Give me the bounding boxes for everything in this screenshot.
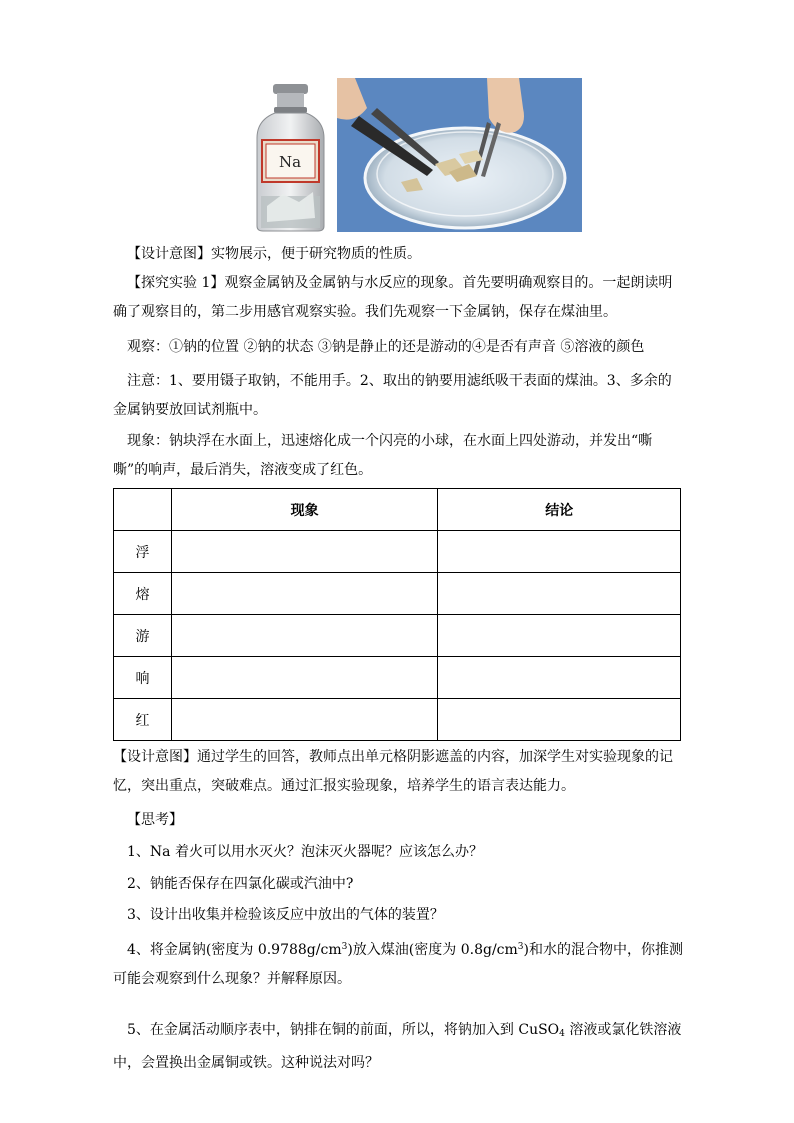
design-intent-2: 【设计意图】通过学生的回答，教师点出单元格阴影遮盖的内容，加深学生对实验现象的记忆，突出重点，突破难点。通过汇报实验现象，培养学生的语言表达能力。 bbox=[113, 749, 673, 794]
question-4: 4、将金属钠(密度为 $0.9788g/cm^3$)放入煤油(密度为 $0.8g/cm^3$)和水的混合物中，你推测可能会观察到什么现象？并解释原因。 bbox=[113, 942, 683, 987]
design-intent-1: 【设计意图】实物展示，便于研究物质的性质。 bbox=[127, 246, 421, 262]
think-title: 【思考】 bbox=[127, 812, 183, 828]
conclusion-cell bbox=[438, 615, 681, 657]
question-3: 3、设计出收集并检验该反应中放出的气体的装置？ bbox=[127, 907, 444, 923]
conclusion-cell bbox=[438, 573, 681, 615]
header-cell bbox=[114, 489, 172, 531]
sodium-water-reaction-photo bbox=[337, 78, 582, 232]
jar-label: Na bbox=[278, 153, 302, 171]
phenomenon-cell bbox=[171, 615, 438, 657]
header-conclusion: 结论 bbox=[438, 489, 681, 531]
question-5: 5、在金属活动顺序表中，钠排在铜的前面，所以，将钠加入到 CuSO$_4$ 溶液或氯化铁溶液中，会置换出金属铜或铁。这种说法对吗？ bbox=[113, 1022, 682, 1071]
experiment-1-paragraph: 【探究实验 1】观察金属钠及金属钠与水反应的现象。首先要明确观察目的。一起朗读明确了观察目的，第二步用感官观察实验。我们先观察一下金属钠，保存在煤油里。 bbox=[113, 275, 673, 320]
header-phenomenon: 现象 bbox=[171, 489, 438, 531]
observation-table bbox=[113, 488, 681, 741]
phenomenon-cell bbox=[171, 657, 438, 699]
row-label: 熔 bbox=[114, 573, 172, 615]
question-1: 1、Na 着火可以用水灭火？泡沫灭火器呢？应该怎么办？ bbox=[127, 844, 483, 860]
sodium-reagent-bottle-image bbox=[253, 78, 328, 232]
table-row bbox=[114, 531, 681, 573]
table-header-row bbox=[114, 489, 681, 531]
conclusion-cell bbox=[438, 657, 681, 699]
table-row bbox=[114, 699, 681, 741]
question-2: 2、钠能否保存在四氯化碳或汽油中? bbox=[127, 876, 354, 892]
conclusion-cell bbox=[438, 699, 681, 741]
notice-paragraph: 注意：1、要用镊子取钠，不能用手。2、取出的钠要用滤纸吸干表面的煤油。3、多余的金属钠要放回试剂瓶中。 bbox=[113, 373, 672, 418]
table-row bbox=[114, 573, 681, 615]
conclusion-cell bbox=[438, 531, 681, 573]
row-label: 响 bbox=[114, 657, 172, 699]
row-label: 浮 bbox=[114, 531, 172, 573]
row-label: 红 bbox=[114, 699, 172, 741]
phenomenon-cell bbox=[171, 531, 438, 573]
phenomenon-paragraph: 现象：钠块浮在水面上，迅速熔化成一个闪亮的小球，在水面上四处游动，并发出“嘶嘶”的响声，最后消失，溶液变成了红色。 bbox=[113, 433, 653, 478]
observe-paragraph: 观察：①钠的位置 ②钠的状态 ③钠是静止的还是游动的④是否有声音 ⑤溶液的颜色 bbox=[127, 339, 645, 355]
phenomenon-cell bbox=[171, 699, 438, 741]
phenomenon-cell bbox=[171, 573, 438, 615]
table-row bbox=[114, 615, 681, 657]
row-label: 游 bbox=[114, 615, 172, 657]
table-row bbox=[114, 657, 681, 699]
